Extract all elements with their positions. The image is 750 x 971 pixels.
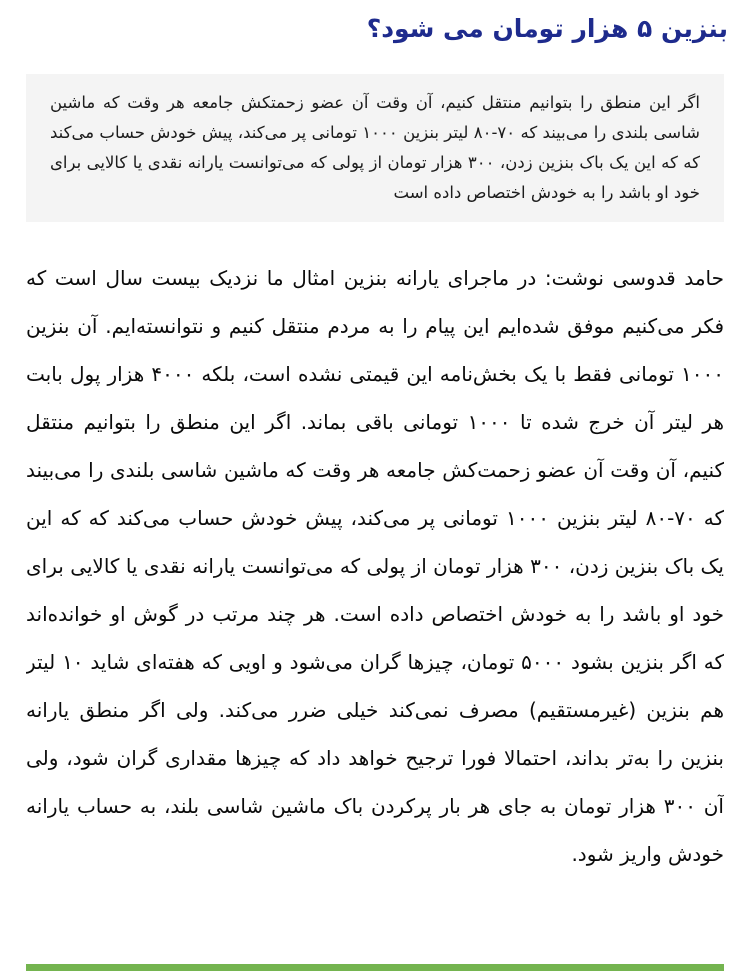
summary-box: اگر این منطق را بتوانیم منتقل کنیم، آن وقت آن عضو زحمتکش جامعه هر وقت که ماشین شاسی بلندی را می‌بیند که ۷۰-۸۰ لیتر بنزین ۱۰۰۰ تومانی پر می‌کند، پیش خودش حساب می‌کند که که این یک باک بنزین زدن، ۳۰۰ هزار تومان از پولی که می‌توانست یارانه نقدی یا کالایی برای خود او باشد را به خودش اختصاص داده است [26, 74, 724, 222]
article-body: حامد قدوسی نوشت: در ماجرای یارانه بنزین امثال ما نزدیک بیست سال است که فکر می‌کنیم موفق شده‌ایم این پیام را به مردم منتقل کنیم و نتوانسته‌ایم. آن بنزین ۱۰۰۰ تومانی فقط با یک بخش‌نامه این قیمتی نشده است، بلکه ۴۰۰۰ هزار پول بابت هر لیتر آن خرج شده تا ۱۰۰۰ تومانی باقی بماند. اگر این منطق را بتوانیم منتقل کنیم، آن وقت آن عضو زحمت‌کش جامعه هر وقت که ماشین شاسی بلندی را می‌بیند که ۷۰-۸۰ لیتر بنزین ۱۰۰۰ تومانی پر می‌کند، پیش خودش حساب می‌کند که که این یک باک بنزین زدن، ۳۰۰ هزار تومان از پولی که می‌توانست یارانه نقدی یا کالایی برای خود او باشد را به خودش اختصاص داده است. هر چند مرتب در گوش او خوانده‌اند که اگر بنزین بشود ۵۰۰۰ تومان، چیزها گران می‌شود و اویی که هفته‌ای شاید ۱۰ لیتر هم بنزین (غیرمستقیم) مصرف نمی‌کند خیلی ضرر می‌کند. ولی اگر منطق یارانه بنزین را به‌تر بداند، احتمالا فورا ترجیح خواهد داد که چیزها مقداری گران شود، ولی آن ۳۰۰ هزار تومان به جای هر بار پرکردن باک ماشین شاسی بلند، به حساب یارانه خودش واریز شود. [26, 266, 724, 866]
footer-divider-bar [26, 964, 724, 971]
article-title: بنزین ۵ هزار تومان می شود؟ [366, 14, 728, 43]
